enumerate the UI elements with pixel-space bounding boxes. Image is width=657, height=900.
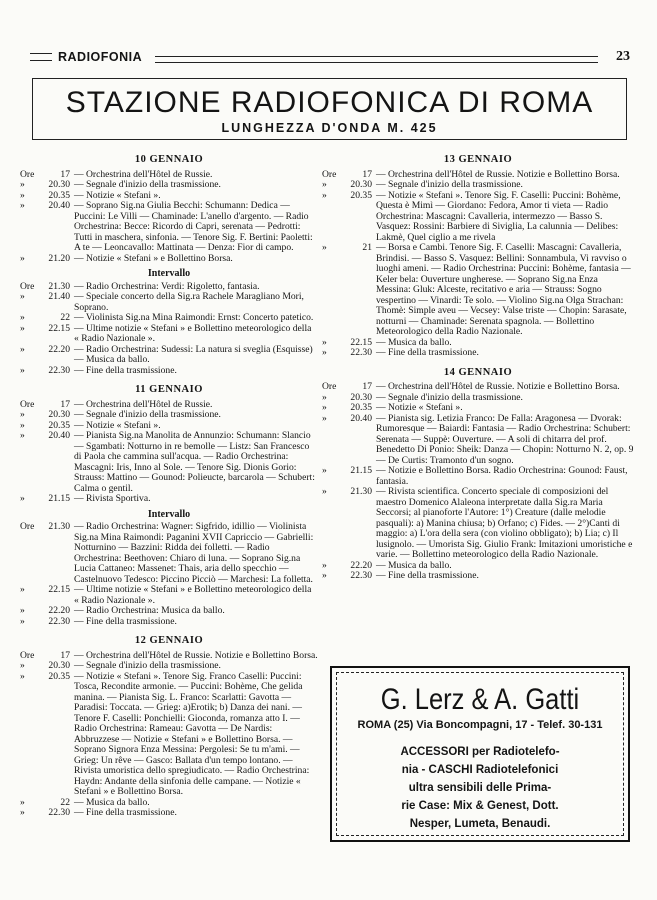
entry-text: — Radio Orchestrina: Musica da ballo. [74, 605, 225, 616]
wavelength-subtitle: LUNGHEZZA D'ONDA M. 425 [221, 121, 438, 135]
schedule-entry [20, 606, 318, 617]
entry-text: — Notizie « Stefani ». [74, 419, 161, 431]
entry-text: — Notizie « Stefani ». [74, 189, 161, 201]
entry-lead: » [20, 670, 25, 682]
entry-time: 20.30 [350, 391, 372, 403]
schedule-entry [20, 661, 318, 672]
entry-text: — Orchestrina dell'Hôtel de Russie. [74, 168, 213, 180]
entry-text: — Segnale d'inizio della trasmissione. [376, 179, 523, 190]
schedule-entry [322, 466, 634, 487]
entry-lead: » [322, 391, 327, 403]
advertisement-border [336, 672, 624, 836]
ad-company-name: G. Lerz & A. Gatti [380, 683, 580, 716]
masthead [32, 78, 627, 140]
entry-lead: » [322, 412, 327, 424]
entry-time: 17 [60, 649, 70, 661]
entry-lead: » [20, 291, 25, 302]
ad-body-line: nia - CASCHI Radiotelefonici [401, 764, 559, 776]
entry-text: — Notizie « Stefani ». Tenore Sig. F. Caselli: Puccini: Bohème, Questa è Mimì — Giordano: Fedora, Amor ti vieta — Radio Orchestrina: Mascagni: Cavalleria, intermezzo — Basso S. Vasquez: Rossini: Barbiere di Siviglia, La calunnia — Delibes: Lakmè, Quel ciglio a me rivela [376, 189, 621, 243]
entry-lead: » [322, 402, 327, 413]
entry-text: — Pianista sig. Letizia Franco: De Falla: Aragonesa — Dvorak: Rumoresque — Baiardi: Fantasia — Radio Orchestrina: Schubert: Serenata — Suppè: Ouverture. — A soli di chitarra del prof. Benedetto Di Ponio: Sheik: Danza — Chopin: Notturno N. 2, op. 9 — De Curtis: Tramonto d'un sogno. [376, 412, 634, 466]
schedule-entry [322, 191, 634, 244]
entry-time: 20.30 [48, 660, 70, 671]
entry-time: 22 [60, 796, 70, 808]
entry-text: — Orchestrina dell'Hôtel de Russie. [74, 398, 213, 410]
entry-time: 20.30 [48, 409, 70, 420]
entry-time: 20.35 [48, 419, 70, 431]
ad-body-line: ultra sensibili delle Prima- [408, 782, 552, 794]
entry-text: — Radio Orchestrina: Sudessi: La natura si sveglia (Esquisse) — Musica da ballo. [74, 343, 313, 365]
schedule-entry [20, 585, 318, 606]
entry-text: — Musica da ballo. [74, 796, 150, 808]
schedule-entry [20, 254, 318, 265]
entry-lead: » [20, 419, 25, 431]
entry-text: — Ultime notizie « Stefani » e Bollettino meteorologico della « Radio Nazionale ». [74, 584, 312, 606]
entry-text: — Fine della trasmissione. [376, 347, 479, 358]
entry-lead: » [20, 179, 25, 190]
entry-lead: » [20, 252, 25, 264]
schedule-entry [322, 348, 634, 359]
entry-time: 22.30 [350, 347, 372, 358]
entry-time: 21.20 [48, 252, 70, 264]
entry-time: 21.40 [48, 291, 70, 302]
entry-time: 20.30 [350, 179, 372, 190]
schedule-entry [20, 366, 318, 377]
schedule-entry [20, 672, 318, 798]
entry-time: 20.30 [48, 179, 70, 190]
schedule-entry [20, 201, 318, 254]
entry-lead: Ore [20, 168, 35, 180]
entry-time: 21.15 [350, 465, 372, 476]
day-heading: 10 GENNAIO [134, 154, 204, 165]
entry-lead: Ore [20, 649, 35, 661]
entry-time: 22 [60, 312, 70, 323]
ad-body-line: ACCESSORI per Radiotelefo- [400, 746, 560, 758]
entry-lead: » [20, 660, 25, 671]
entry-time: 20.35 [350, 402, 372, 413]
entry-text: — Radio Orchestrina: Verdi: Rigoletto, fantasia. [74, 280, 260, 292]
schedule-entry [20, 313, 318, 324]
entry-lead: » [322, 242, 327, 253]
schedule-entry [20, 617, 318, 628]
entry-text: — Radio Orchestrina: Wagner: Sigfrido, idillio — Violinista Sig.na Mina Raimondi: Paganini XVII Capriccio — Gabrielli: Notturnino — Bazzini: Ridda dei folletti. — Radio Orchestrina: Beethoven: Chiaro di luna. — Soprano Sig.na Lucia Cattaneo: Massenet: Thais, aria dello specchio — Castelnuovo Tedesco: Piccino Picciò — Marchesi: La folletta. [74, 521, 314, 585]
schedule-entry [20, 808, 318, 819]
entry-lead: Ore [20, 280, 35, 292]
entry-time: 20.40 [48, 200, 70, 211]
schedule-entry [322, 180, 634, 191]
running-head-left [30, 50, 142, 64]
entry-text: — Musica da ballo. [376, 559, 452, 571]
day-heading: 12 GENNAIO [134, 635, 204, 646]
entry-text: — Notizie « Stefani ». [376, 402, 463, 413]
advertisement [330, 666, 630, 842]
entry-lead: » [322, 465, 327, 476]
entry-text: — Rivista scientifica. Concerto speciale di composizioni del maestro Domenico Alaleona interpretate dalla Sig.ra Maria Seccorsi; al pianoforte l'Autore: 1°) Creature (dalle melodie pasquali): a) Manina chiusa; b) Orfano; c) Fides. — 2°)Canti di maggio: a) L'ora della sera (con violino obbligato); b) Lia; c) Il lusignolo. — Umorista Sig. Giulio Frank: Imitazioni umoristiche e varie. — Bollettino meteorologico della Radio Nazionale. [376, 486, 633, 560]
entry-lead: Ore [322, 168, 337, 180]
entry-lead: » [322, 347, 327, 358]
entry-text: — Segnale d'inizio della trasmissione. [74, 409, 221, 420]
page-number: 23 [616, 49, 630, 64]
decorative-rule-icon [30, 53, 52, 61]
entry-time: 22.20 [48, 343, 70, 355]
schedule-entry [20, 292, 318, 313]
entry-time: 22.20 [48, 605, 70, 616]
entry-lead: » [20, 409, 25, 420]
entry-lead: » [20, 200, 25, 211]
entry-time: 22.30 [48, 615, 70, 627]
entry-lead: » [20, 796, 25, 808]
entry-text: — Fine della trasmissione. [74, 615, 177, 627]
schedule-entry [20, 180, 318, 191]
entry-lead: » [322, 179, 327, 190]
entry-time: 21.30 [48, 280, 70, 292]
entry-time: 21.30 [48, 521, 70, 532]
entry-text: — Orchestrina dell'Hôtel de Russie. Notizie e Bollettino Borsa. [376, 168, 620, 180]
ad-body-line: rie Case: Mix & Genest, Dott. [401, 800, 559, 812]
schedule-entry [322, 382, 634, 393]
entry-time: 17 [362, 168, 372, 180]
entry-text: — Notizie « Stefani ». Tenore Sig. Franco Caselli: Puccini: Tosca, Recondite armonie. — Puccini: Bohème, Che gelida manina. — Pianista Sig. L. Franco: Scarlatti: Gavotta — Paradisi: Toccata. — Grieg: a)Erotik; b) Danza dei nani. — Tenore F. Caselli: Ponchielli: Gioconda, romanza atto I. — Radio Orchestrina: Rameau: Gavotta — De Nardis: Abbruzzese — Notizie « Stefani » e Bollettino Borsa. — Soprano Signora Enza Messina: Pergolesi: Se tu m'ami. — Grieg: Un rêve — Gasco: Ballata d'un tempo lontano. — Rivista umoristica dello spregiudicato. — Radio Orchestrina: Haydn: Andante della sinfonia delle campane. — Notizie « Stefani » e Bollettino Borsa. [74, 670, 310, 797]
entry-lead: » [322, 559, 327, 571]
entry-time: 22.15 [48, 322, 70, 334]
entry-text: — Ultime notizie « Stefani » e Bollettino meteorologico della « Radio Nazionale ». [74, 322, 312, 344]
header-rule [155, 56, 598, 63]
entry-lead: Ore [20, 521, 35, 532]
ad-body [337, 743, 623, 833]
schedule-entry [322, 487, 634, 561]
entry-time: 21 [362, 242, 372, 253]
entry-time: 17 [60, 398, 70, 410]
entry-lead: » [20, 430, 25, 441]
entry-text: — Fine della trasmissione. [74, 364, 177, 376]
interval-heading: Intervallo [147, 508, 191, 520]
day-heading: 13 GENNAIO [443, 154, 513, 165]
entry-text: — Musica da ballo. [376, 336, 452, 348]
entry-lead: » [20, 189, 25, 201]
entry-lead: Ore [20, 398, 35, 410]
schedule-entry [20, 522, 318, 585]
interval-heading: Intervallo [147, 268, 191, 279]
entry-text: — Notizie e Bollettino Borsa. Radio Orchestrina: Gounod: Faust, fantasia. [376, 465, 628, 487]
schedule-entry [322, 243, 634, 338]
schedule-entry [20, 494, 318, 505]
entry-lead: » [20, 584, 25, 595]
entry-text: — Segnale d'inizio della trasmissione. [376, 391, 523, 403]
entry-lead: » [322, 486, 327, 497]
entry-text: — Notizie « Stefani » e Bollettino Borsa. [74, 252, 233, 264]
entry-time: 21.15 [48, 493, 70, 504]
entry-lead: » [20, 364, 25, 376]
entry-time: 20.40 [48, 430, 70, 441]
left-column [20, 155, 318, 828]
schedule-entry [20, 431, 318, 494]
entry-time: 22.15 [350, 336, 372, 348]
entry-lead: » [322, 189, 327, 201]
entry-text: — Orchestrina dell'Hôtel de Russie. Notizie e Bollettino Borsa. [376, 381, 620, 392]
entry-lead: » [322, 336, 327, 348]
entry-text: — Fine della trasmissione. [376, 570, 479, 581]
ad-address: ROMA (25) Via Boncompagni, 17 - Telef. 30-131 [357, 719, 603, 731]
entry-text: — Orchestrina dell'Hôtel de Russie. Notizie e Bollettino Borsa. [74, 649, 318, 661]
running-head [30, 50, 630, 68]
entry-time: 20.40 [350, 412, 372, 424]
entry-time: 20.35 [48, 670, 70, 682]
entry-time: 17 [60, 168, 70, 180]
entry-text: — Borsa e Cambi. Tenore Sig. F. Caselli: Mascagni: Cavalleria, Brindisi. — Basso S. Vasquez: Bellini: Sonnambula, Vi ravviso o luoghi ameni. — Radio Orchestrina: Puccini: Bohème, fantasia — Keler bela: Ouverture ungherese. — Soprano Sig.na Enza Messina: Gluk: Alceste, recitativo e aria — Strauss: Sogno vespertino — Vinardi: Te solo. — Violino Sig.na Olga Strachan: Thomè: Simple aveu — Vecsey: Valse triste — Chopin: Sarasate, notturni — Chaminade: Serenata spagnola. — Bollettino Meteorologico della Radio Nazionale. [376, 242, 631, 337]
day-section [20, 636, 318, 819]
entry-lead: » [20, 807, 25, 818]
entry-time: 22.30 [350, 570, 372, 581]
schedule-entry [322, 414, 634, 467]
entry-time: 22.20 [350, 559, 372, 571]
entry-time: 21.30 [350, 486, 372, 497]
schedule-entry [20, 345, 318, 366]
entry-time: 22.30 [48, 807, 70, 818]
station-title: STAZIONE RADIOFONICA DI ROMA [65, 86, 594, 119]
schedule-entry [322, 571, 634, 582]
schedule-entry [322, 403, 634, 414]
entry-lead: » [20, 615, 25, 627]
entry-lead: » [322, 570, 327, 581]
entry-lead: » [20, 312, 25, 323]
entry-text: — Soprano Sig.na Giulia Becchi: Schumann: Dedica — Puccini: Le Villi — Chaminade: L'anello d'argento. — Radio Orchestrina: Becce: Ricordo di Capri, serenata — Pedrotti: Tutti in maschera, sinfonia. — Tenore Sig. F. Bertini: Paoletti: A te — Leoncavallo: Mattinata — Denza: Fior di campo. [74, 200, 313, 253]
entry-text: — Rivista Sportiva. [74, 493, 151, 504]
entry-lead: » [20, 322, 25, 334]
right-column [322, 155, 634, 591]
magazine-title: RADIOFONIA [58, 50, 143, 64]
entry-time: 22.15 [48, 584, 70, 595]
entry-time: 20.35 [350, 189, 372, 201]
day-section [20, 385, 318, 627]
schedule-entry [20, 324, 318, 345]
day-section [20, 155, 318, 376]
entry-lead: » [20, 343, 25, 355]
day-heading: 14 GENNAIO [443, 366, 513, 378]
entry-text: — Speciale concerto della Sig.ra Rachele Maragliano Mori, Soprano. [74, 291, 304, 313]
ad-body-line: Nesper, Lumeta, Benaudi. [409, 818, 551, 830]
day-heading: 11 GENNAIO [135, 384, 203, 395]
entry-text: — Violinista Sig.na Mina Raimondi: Ernst: Concerto patetico. [74, 312, 314, 323]
day-section [322, 155, 634, 359]
entry-lead: Ore [322, 381, 337, 392]
schedule-entry [20, 410, 318, 421]
entry-lead: » [20, 605, 25, 616]
entry-time: 22.30 [48, 364, 70, 376]
entry-time: 20.35 [48, 189, 70, 201]
entry-time: 17 [362, 381, 372, 392]
entry-lead: » [20, 493, 25, 504]
day-section [322, 368, 634, 582]
entry-text: — Fine della trasmissione. [74, 807, 177, 818]
entry-text: — Pianista Sig.na Manolita de Annunzio: Schumann: Slancio — Sgambati: Notturno in re bemolle — Listz: San Francesco di Paola che cammina sull'acqua. — Radio Orchestrina: Mascagni: Iris, Inno al Sole. — Tenore Sig. Dionis Gorio: Strauss: Mattino — Gounod: Polieucte, barcarola — Schubert: Calma o gentil. [74, 430, 315, 494]
entry-text: — Segnale d'inizio della trasmissione. [74, 660, 221, 671]
entry-text: — Segnale d'inizio della trasmissione. [74, 179, 221, 190]
